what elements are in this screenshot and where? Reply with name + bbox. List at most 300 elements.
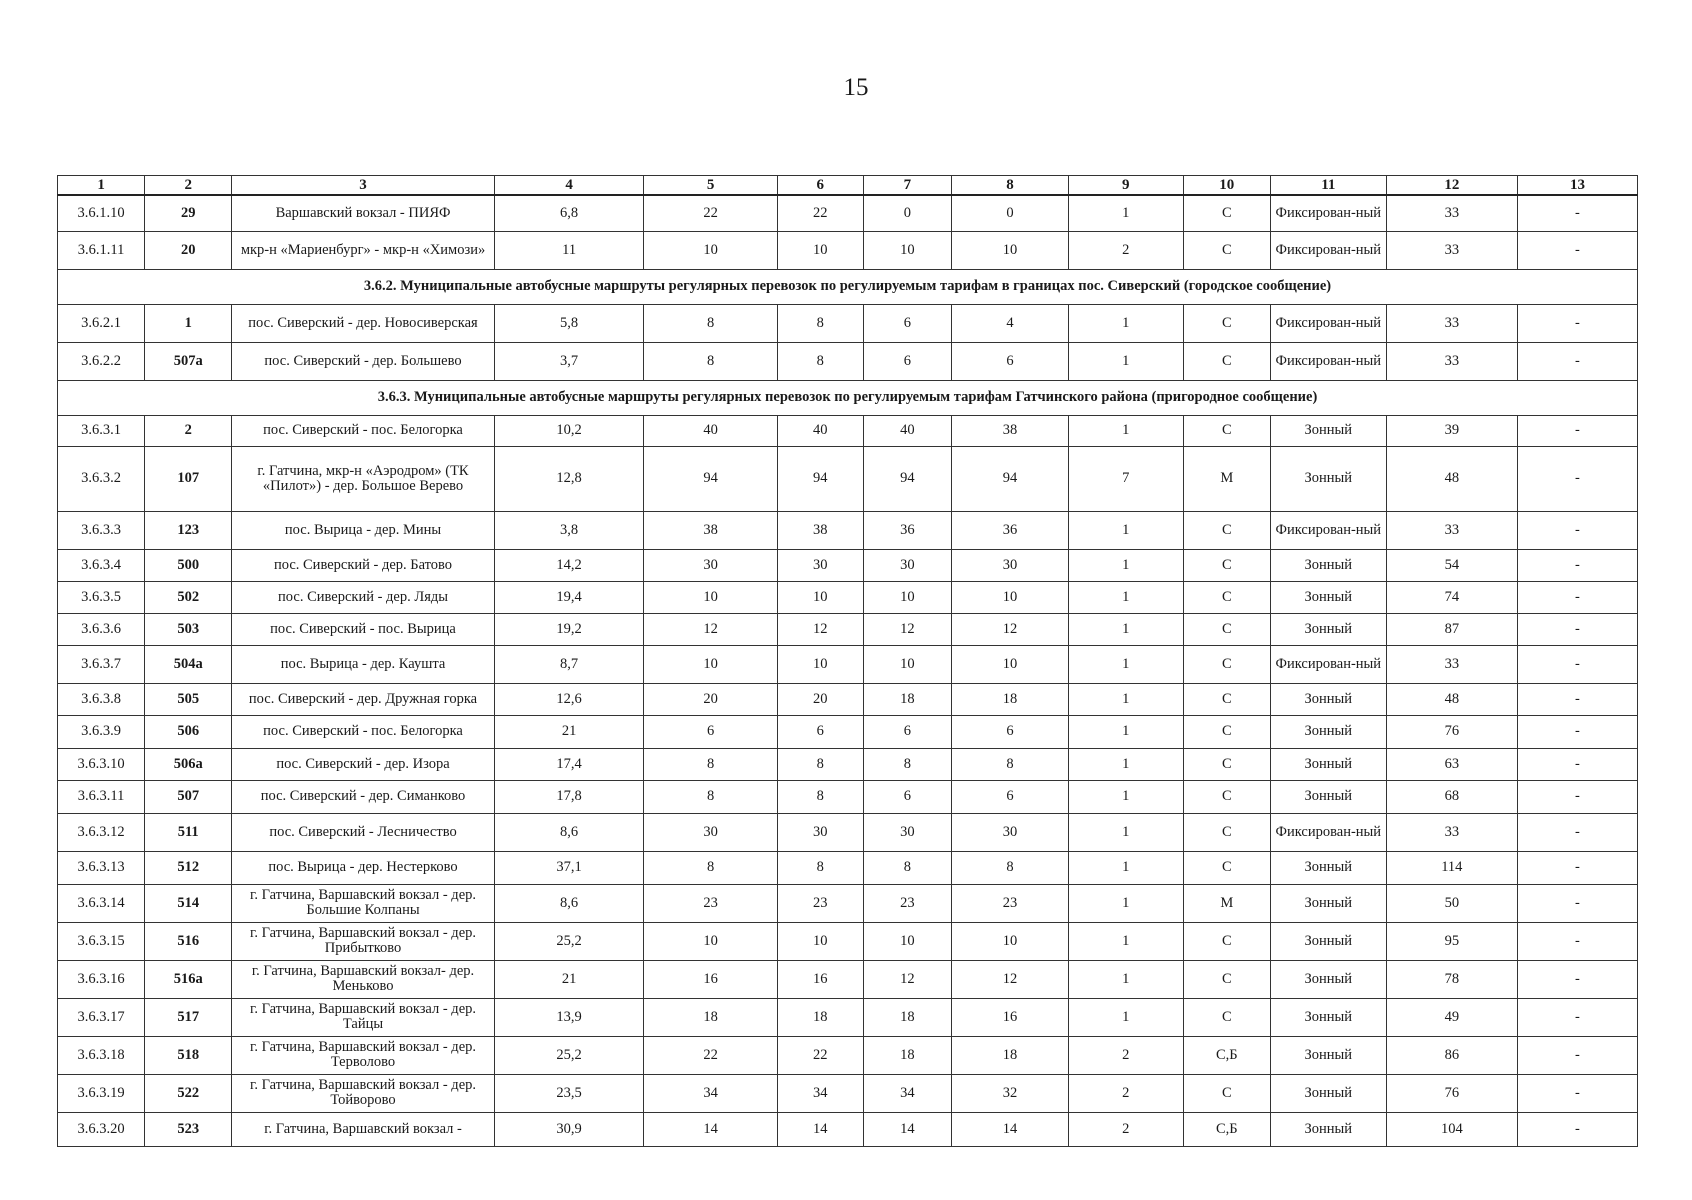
- fare-cell: 95: [1386, 922, 1517, 960]
- col-9-cell: 1: [1068, 780, 1183, 813]
- col-7-cell: 12: [863, 960, 951, 998]
- table-row: [58, 715, 1638, 748]
- route-number-cell: 504а: [145, 645, 232, 683]
- col-5-cell: 6: [644, 715, 777, 748]
- col-5-cell: 8: [644, 342, 777, 380]
- tariff-type-cell: Зонный: [1270, 581, 1386, 613]
- col-9-cell: 1: [1068, 851, 1183, 884]
- fare-cell: 68: [1386, 780, 1517, 813]
- col-5-cell: 14: [644, 1112, 777, 1146]
- col-9-cell: 1: [1068, 342, 1183, 380]
- col-9-cell: 2: [1068, 1074, 1183, 1112]
- tariff-type-cell: Зонный: [1270, 415, 1386, 446]
- page-number: 15: [843, 74, 869, 101]
- route-name-cell: г. Гатчина, мкр-н «Аэродром» (ТК «Пилот») - дер. Большое Верево: [232, 446, 494, 511]
- tariff-type-cell: Зонный: [1270, 613, 1386, 645]
- col-5-cell: 38: [644, 511, 777, 549]
- route-length-cell: 10,2: [494, 415, 644, 446]
- col-6-cell: 10: [777, 645, 863, 683]
- col-8-cell: 23: [952, 884, 1069, 922]
- section-header-row: [58, 269, 1638, 304]
- fare-cell: 33: [1386, 511, 1517, 549]
- fare-cell: 48: [1386, 446, 1517, 511]
- col-13-cell: -: [1517, 683, 1637, 715]
- col-7-cell: 14: [863, 1112, 951, 1146]
- table-row: [58, 511, 1638, 549]
- column-header-5: 5: [644, 176, 777, 196]
- col-13-cell: -: [1517, 780, 1637, 813]
- route-name-cell: г. Гатчина, Варшавский вокзал -: [232, 1112, 494, 1146]
- col-8-cell: 8: [952, 748, 1069, 780]
- fare-cell: 104: [1386, 1112, 1517, 1146]
- col-13-cell: -: [1517, 195, 1637, 231]
- row-index-cell: 3.6.1.10: [58, 195, 145, 231]
- col-6-cell: 10: [777, 581, 863, 613]
- col-9-cell: 1: [1068, 645, 1183, 683]
- col-9-cell: 1: [1068, 960, 1183, 998]
- col-13-cell: -: [1517, 851, 1637, 884]
- col-8-cell: 12: [952, 960, 1069, 998]
- row-index-cell: 3.6.3.13: [58, 851, 145, 884]
- col-7-cell: 12: [863, 613, 951, 645]
- route-number-cell: 123: [145, 511, 232, 549]
- route-length-cell: 25,2: [494, 1036, 644, 1074]
- row-index-cell: 3.6.3.9: [58, 715, 145, 748]
- row-index-cell: 3.6.3.6: [58, 613, 145, 645]
- row-index-cell: 3.6.3.19: [58, 1074, 145, 1112]
- col-8-cell: 4: [952, 304, 1069, 342]
- column-header-3: 3: [232, 176, 494, 196]
- col-13-cell: -: [1517, 1112, 1637, 1146]
- route-number-cell: 29: [145, 195, 232, 231]
- row-index-cell: 3.6.3.14: [58, 884, 145, 922]
- route-length-cell: 21: [494, 960, 644, 998]
- col-7-cell: 0: [863, 195, 951, 231]
- column-header-9: 9: [1068, 176, 1183, 196]
- route-number-cell: 512: [145, 851, 232, 884]
- route-name-cell: пос. Сиверский - пос. Вырица: [232, 613, 494, 645]
- col-6-cell: 22: [777, 195, 863, 231]
- col-8-cell: 94: [952, 446, 1069, 511]
- bus-class-cell: М: [1183, 446, 1270, 511]
- route-number-cell: 506а: [145, 748, 232, 780]
- route-number-cell: 507: [145, 780, 232, 813]
- column-header-13: 13: [1517, 176, 1637, 196]
- tariff-type-cell: Фиксирован-ный: [1270, 342, 1386, 380]
- table-row: [58, 613, 1638, 645]
- col-6-cell: 8: [777, 304, 863, 342]
- route-name-cell: пос. Сиверский - Лесничество: [232, 813, 494, 851]
- col-9-cell: 1: [1068, 511, 1183, 549]
- route-name-cell: пос. Сиверский - дер. Новосиверская: [232, 304, 494, 342]
- route-name-cell: пос. Сиверский - дер. Дружная горка: [232, 683, 494, 715]
- fare-cell: 76: [1386, 1074, 1517, 1112]
- tariff-type-cell: Зонный: [1270, 922, 1386, 960]
- col-6-cell: 94: [777, 446, 863, 511]
- bus-class-cell: С: [1183, 780, 1270, 813]
- fare-cell: 33: [1386, 195, 1517, 231]
- fare-cell: 50: [1386, 884, 1517, 922]
- row-index-cell: 3.6.3.4: [58, 549, 145, 581]
- col-13-cell: -: [1517, 511, 1637, 549]
- col-13-cell: -: [1517, 1036, 1637, 1074]
- col-8-cell: 10: [952, 922, 1069, 960]
- route-number-cell: 516: [145, 922, 232, 960]
- tariff-type-cell: Зонный: [1270, 715, 1386, 748]
- route-name-cell: пос. Сиверский - дер. Батово: [232, 549, 494, 581]
- fare-cell: 87: [1386, 613, 1517, 645]
- col-6-cell: 6: [777, 715, 863, 748]
- column-header-12: 12: [1386, 176, 1517, 196]
- bus-class-cell: С: [1183, 683, 1270, 715]
- table-row: [58, 549, 1638, 581]
- route-length-cell: 19,4: [494, 581, 644, 613]
- route-name-cell: пос. Сиверский - дер. Большево: [232, 342, 494, 380]
- fare-cell: 48: [1386, 683, 1517, 715]
- col-13-cell: -: [1517, 342, 1637, 380]
- route-number-cell: 2: [145, 415, 232, 446]
- col-6-cell: 14: [777, 1112, 863, 1146]
- column-header-2: 2: [145, 176, 232, 196]
- route-length-cell: 8,6: [494, 813, 644, 851]
- col-7-cell: 18: [863, 1036, 951, 1074]
- bus-class-cell: С: [1183, 304, 1270, 342]
- bus-class-cell: М: [1183, 884, 1270, 922]
- bus-class-cell: С: [1183, 231, 1270, 269]
- col-7-cell: 23: [863, 884, 951, 922]
- col-13-cell: -: [1517, 549, 1637, 581]
- route-number-cell: 505: [145, 683, 232, 715]
- table-row: [58, 195, 1638, 231]
- col-9-cell: 1: [1068, 549, 1183, 581]
- table-header-row: [58, 176, 1638, 196]
- col-5-cell: 94: [644, 446, 777, 511]
- route-name-cell: г. Гатчина, Варшавский вокзал - дер. Терволово: [232, 1036, 494, 1074]
- col-5-cell: 10: [644, 645, 777, 683]
- col-7-cell: 18: [863, 683, 951, 715]
- row-index-cell: 3.6.2.1: [58, 304, 145, 342]
- col-6-cell: 8: [777, 342, 863, 380]
- table-row: [58, 415, 1638, 446]
- col-5-cell: 18: [644, 998, 777, 1036]
- route-length-cell: 11: [494, 231, 644, 269]
- col-9-cell: 2: [1068, 231, 1183, 269]
- col-6-cell: 18: [777, 998, 863, 1036]
- table-row: [58, 922, 1638, 960]
- bus-class-cell: С: [1183, 960, 1270, 998]
- bus-class-cell: С: [1183, 998, 1270, 1036]
- route-name-cell: г. Гатчина, Варшавский вокзал - дер. Тойворово: [232, 1074, 494, 1112]
- tariff-type-cell: Зонный: [1270, 1036, 1386, 1074]
- col-8-cell: 10: [952, 645, 1069, 683]
- col-7-cell: 10: [863, 645, 951, 683]
- tariff-type-cell: Зонный: [1270, 960, 1386, 998]
- col-13-cell: -: [1517, 960, 1637, 998]
- route-number-cell: 502: [145, 581, 232, 613]
- table-row: [58, 342, 1638, 380]
- col-6-cell: 30: [777, 813, 863, 851]
- col-8-cell: 36: [952, 511, 1069, 549]
- tariff-type-cell: Зонный: [1270, 884, 1386, 922]
- route-name-cell: г. Гатчина, Варшавский вокзал - дер. Тайцы: [232, 998, 494, 1036]
- col-13-cell: -: [1517, 645, 1637, 683]
- table-row: [58, 884, 1638, 922]
- route-length-cell: 19,2: [494, 613, 644, 645]
- row-index-cell: 3.6.3.20: [58, 1112, 145, 1146]
- col-9-cell: 1: [1068, 415, 1183, 446]
- route-number-cell: 500: [145, 549, 232, 581]
- column-header-1: 1: [58, 176, 145, 196]
- col-9-cell: 1: [1068, 748, 1183, 780]
- col-9-cell: 1: [1068, 715, 1183, 748]
- fare-cell: 33: [1386, 645, 1517, 683]
- bus-class-cell: С: [1183, 851, 1270, 884]
- col-7-cell: 30: [863, 813, 951, 851]
- col-13-cell: -: [1517, 581, 1637, 613]
- tariff-type-cell: Зонный: [1270, 1074, 1386, 1112]
- row-index-cell: 3.6.3.2: [58, 446, 145, 511]
- col-6-cell: 30: [777, 549, 863, 581]
- col-13-cell: -: [1517, 998, 1637, 1036]
- route-length-cell: 37,1: [494, 851, 644, 884]
- row-index-cell: 3.6.3.15: [58, 922, 145, 960]
- row-index-cell: 3.6.3.11: [58, 780, 145, 813]
- route-name-cell: г. Гатчина, Варшавский вокзал - дер. Прибытково: [232, 922, 494, 960]
- route-number-cell: 506: [145, 715, 232, 748]
- col-8-cell: 12: [952, 613, 1069, 645]
- bus-class-cell: С: [1183, 415, 1270, 446]
- route-number-cell: 514: [145, 884, 232, 922]
- route-name-cell: пос. Сиверский - дер. Ляды: [232, 581, 494, 613]
- col-6-cell: 12: [777, 613, 863, 645]
- col-5-cell: 8: [644, 304, 777, 342]
- col-5-cell: 10: [644, 922, 777, 960]
- bus-class-cell: С: [1183, 613, 1270, 645]
- route-name-cell: пос. Вырица - дер. Мины: [232, 511, 494, 549]
- col-13-cell: -: [1517, 304, 1637, 342]
- bus-class-cell: С: [1183, 922, 1270, 960]
- col-9-cell: 1: [1068, 304, 1183, 342]
- col-5-cell: 23: [644, 884, 777, 922]
- col-5-cell: 40: [644, 415, 777, 446]
- route-length-cell: 14,2: [494, 549, 644, 581]
- col-13-cell: -: [1517, 446, 1637, 511]
- route-length-cell: 17,4: [494, 748, 644, 780]
- row-index-cell: 3.6.3.16: [58, 960, 145, 998]
- col-13-cell: -: [1517, 231, 1637, 269]
- col-8-cell: 6: [952, 342, 1069, 380]
- tariff-type-cell: Зонный: [1270, 1112, 1386, 1146]
- table-row: [58, 851, 1638, 884]
- tariff-type-cell: Зонный: [1270, 446, 1386, 511]
- col-8-cell: 8: [952, 851, 1069, 884]
- tariff-type-cell: Фиксирован-ный: [1270, 645, 1386, 683]
- col-7-cell: 40: [863, 415, 951, 446]
- col-8-cell: 10: [952, 231, 1069, 269]
- tariff-type-cell: Зонный: [1270, 998, 1386, 1036]
- route-length-cell: 25,2: [494, 922, 644, 960]
- col-6-cell: 16: [777, 960, 863, 998]
- column-header-10: 10: [1183, 176, 1270, 196]
- col-7-cell: 30: [863, 549, 951, 581]
- col-6-cell: 10: [777, 231, 863, 269]
- col-6-cell: 22: [777, 1036, 863, 1074]
- col-13-cell: -: [1517, 884, 1637, 922]
- col-8-cell: 0: [952, 195, 1069, 231]
- col-7-cell: 6: [863, 304, 951, 342]
- bus-class-cell: С: [1183, 549, 1270, 581]
- route-length-cell: 6,8: [494, 195, 644, 231]
- col-5-cell: 30: [644, 813, 777, 851]
- table-row: [58, 231, 1638, 269]
- col-5-cell: 34: [644, 1074, 777, 1112]
- col-13-cell: -: [1517, 415, 1637, 446]
- route-name-cell: мкр-н «Мариенбург» - мкр-н «Химози»: [232, 231, 494, 269]
- col-8-cell: 6: [952, 715, 1069, 748]
- table-row: [58, 581, 1638, 613]
- col-7-cell: 10: [863, 581, 951, 613]
- col-7-cell: 10: [863, 231, 951, 269]
- route-number-cell: 523: [145, 1112, 232, 1146]
- col-5-cell: 20: [644, 683, 777, 715]
- fare-cell: 63: [1386, 748, 1517, 780]
- col-9-cell: 2: [1068, 1036, 1183, 1074]
- col-8-cell: 38: [952, 415, 1069, 446]
- route-length-cell: 30,9: [494, 1112, 644, 1146]
- col-13-cell: -: [1517, 748, 1637, 780]
- col-8-cell: 18: [952, 1036, 1069, 1074]
- col-5-cell: 8: [644, 780, 777, 813]
- col-6-cell: 8: [777, 748, 863, 780]
- tariff-type-cell: Зонный: [1270, 748, 1386, 780]
- column-header-6: 6: [777, 176, 863, 196]
- route-length-cell: 17,8: [494, 780, 644, 813]
- col-7-cell: 36: [863, 511, 951, 549]
- bus-class-cell: С: [1183, 342, 1270, 380]
- table-row: [58, 813, 1638, 851]
- row-index-cell: 3.6.1.11: [58, 231, 145, 269]
- col-6-cell: 20: [777, 683, 863, 715]
- route-number-cell: 517: [145, 998, 232, 1036]
- col-7-cell: 34: [863, 1074, 951, 1112]
- bus-class-cell: С: [1183, 195, 1270, 231]
- tariff-type-cell: Фиксирован-ный: [1270, 195, 1386, 231]
- col-9-cell: 1: [1068, 884, 1183, 922]
- row-index-cell: 3.6.3.5: [58, 581, 145, 613]
- column-header-11: 11: [1270, 176, 1386, 196]
- col-8-cell: 16: [952, 998, 1069, 1036]
- bus-class-cell: С: [1183, 581, 1270, 613]
- table-row: [58, 748, 1638, 780]
- route-number-cell: 20: [145, 231, 232, 269]
- col-6-cell: 8: [777, 851, 863, 884]
- route-number-cell: 1: [145, 304, 232, 342]
- col-13-cell: -: [1517, 715, 1637, 748]
- route-number-cell: 518: [145, 1036, 232, 1074]
- col-7-cell: 6: [863, 342, 951, 380]
- col-13-cell: -: [1517, 1074, 1637, 1112]
- bus-class-cell: С: [1183, 511, 1270, 549]
- col-9-cell: 7: [1068, 446, 1183, 511]
- col-13-cell: -: [1517, 922, 1637, 960]
- col-8-cell: 10: [952, 581, 1069, 613]
- col-9-cell: 1: [1068, 683, 1183, 715]
- row-index-cell: 3.6.3.18: [58, 1036, 145, 1074]
- route-number-cell: 507а: [145, 342, 232, 380]
- route-length-cell: 13,9: [494, 998, 644, 1036]
- table-row: [58, 446, 1638, 511]
- route-length-cell: 3,7: [494, 342, 644, 380]
- route-name-cell: пос. Вырица - дер. Каушта: [232, 645, 494, 683]
- table-row: [58, 1036, 1638, 1074]
- route-name-cell: Варшавский вокзал - ПИЯФ: [232, 195, 494, 231]
- fare-cell: 49: [1386, 998, 1517, 1036]
- route-length-cell: 8,7: [494, 645, 644, 683]
- route-name-cell: г. Гатчина, Варшавский вокзал - дер. Большие Колпаны: [232, 884, 494, 922]
- section-title: 3.6.2. Муниципальные автобусные маршруты регулярных перевозок по регулируемым тарифам в границах пос. Сиверский (городское сообщение): [58, 269, 1638, 304]
- fare-cell: 39: [1386, 415, 1517, 446]
- route-number-cell: 516а: [145, 960, 232, 998]
- col-8-cell: 30: [952, 549, 1069, 581]
- col-5-cell: 22: [644, 1036, 777, 1074]
- route-length-cell: 23,5: [494, 1074, 644, 1112]
- bus-class-cell: С: [1183, 748, 1270, 780]
- fare-cell: 54: [1386, 549, 1517, 581]
- tariff-type-cell: Зонный: [1270, 549, 1386, 581]
- col-9-cell: 1: [1068, 195, 1183, 231]
- fare-cell: 78: [1386, 960, 1517, 998]
- route-name-cell: г. Гатчина, Варшавский вокзал- дер. Меньково: [232, 960, 494, 998]
- fare-cell: 86: [1386, 1036, 1517, 1074]
- col-9-cell: 1: [1068, 613, 1183, 645]
- route-number-cell: 522: [145, 1074, 232, 1112]
- route-number-cell: 503: [145, 613, 232, 645]
- col-6-cell: 8: [777, 780, 863, 813]
- route-name-cell: пос. Вырица - дер. Нестерково: [232, 851, 494, 884]
- tariff-type-cell: Зонный: [1270, 780, 1386, 813]
- row-index-cell: 3.6.3.17: [58, 998, 145, 1036]
- column-header-8: 8: [952, 176, 1069, 196]
- table-row: [58, 1074, 1638, 1112]
- tariff-type-cell: Зонный: [1270, 683, 1386, 715]
- route-length-cell: 12,6: [494, 683, 644, 715]
- col-5-cell: 12: [644, 613, 777, 645]
- col-8-cell: 32: [952, 1074, 1069, 1112]
- col-6-cell: 40: [777, 415, 863, 446]
- tariff-type-cell: Фиксирован-ный: [1270, 304, 1386, 342]
- table-row: [58, 998, 1638, 1036]
- col-8-cell: 30: [952, 813, 1069, 851]
- column-header-7: 7: [863, 176, 951, 196]
- col-5-cell: 10: [644, 231, 777, 269]
- col-5-cell: 30: [644, 549, 777, 581]
- row-index-cell: 3.6.3.8: [58, 683, 145, 715]
- col-6-cell: 23: [777, 884, 863, 922]
- route-name-cell: пос. Сиверский - пос. Белогорка: [232, 415, 494, 446]
- row-index-cell: 3.6.3.10: [58, 748, 145, 780]
- col-13-cell: -: [1517, 613, 1637, 645]
- col-9-cell: 1: [1068, 998, 1183, 1036]
- route-name-cell: пос. Сиверский - дер. Изора: [232, 748, 494, 780]
- col-5-cell: 8: [644, 748, 777, 780]
- bus-class-cell: С: [1183, 813, 1270, 851]
- table-row: [58, 780, 1638, 813]
- table-row: [58, 1112, 1638, 1146]
- col-6-cell: 38: [777, 511, 863, 549]
- route-length-cell: 8,6: [494, 884, 644, 922]
- table-row: [58, 645, 1638, 683]
- tariff-type-cell: Фиксирован-ный: [1270, 231, 1386, 269]
